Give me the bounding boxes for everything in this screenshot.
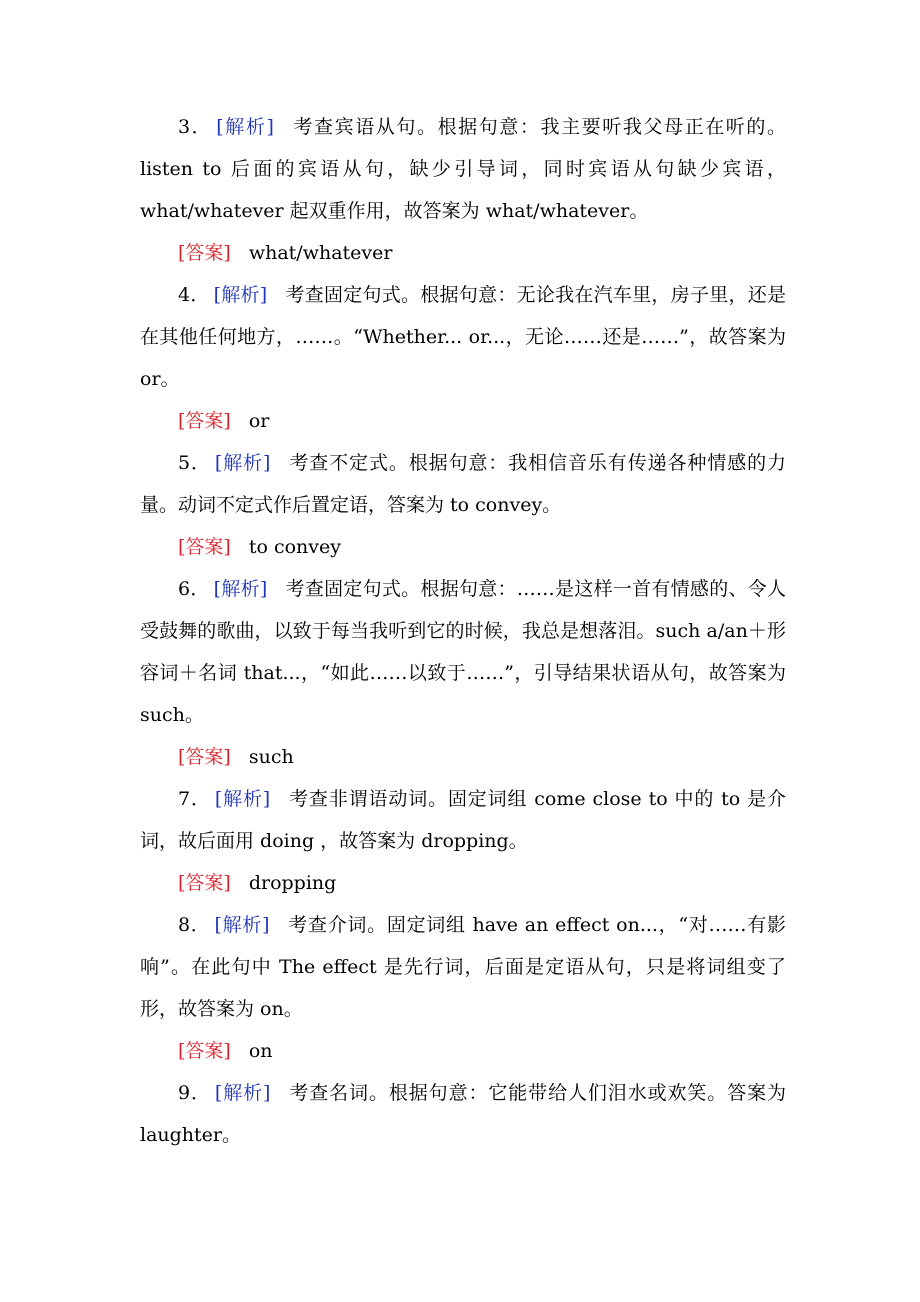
item-number: 6． bbox=[178, 578, 210, 600]
analysis-text: 考查不定式。根据句意：我相信音乐有传递各种情感的力量。动词不定式作后置定语，答案为 to convey。 bbox=[140, 452, 787, 516]
answer-text: or bbox=[248, 410, 270, 432]
answer-item-4 bbox=[140, 400, 786, 442]
answer-tag: [答案] bbox=[178, 872, 231, 894]
analysis-tag: [解析] bbox=[214, 1082, 271, 1104]
analysis-tag: [解析] bbox=[216, 116, 274, 138]
answer-item-3 bbox=[140, 232, 786, 274]
item-number: 9． bbox=[178, 1082, 211, 1104]
item-number: 4． bbox=[178, 284, 210, 306]
analysis-item-3 bbox=[140, 106, 786, 232]
analysis-text: 考查非谓语动词。固定词组 come close to 中的 to 是介词，故后面用 doing ，故答案为 dropping。 bbox=[140, 788, 786, 852]
analysis-tag: [解析] bbox=[214, 452, 271, 474]
answer-tag: [答案] bbox=[178, 242, 231, 264]
answer-text: on bbox=[248, 1040, 273, 1062]
answer-tag: [答案] bbox=[178, 410, 231, 432]
answer-item-8 bbox=[140, 1030, 786, 1072]
answer-item-7 bbox=[140, 862, 786, 904]
analysis-item-7 bbox=[140, 778, 786, 862]
analysis-tag: [解析] bbox=[213, 578, 268, 600]
analysis-text: 考查介词。固定词组 have an effect on...，“对……有影响”。在此句中 The effect 是先行词，后面是定语从句，只是将词组变了形，故答案为 on。 bbox=[140, 914, 786, 1020]
analysis-item-5 bbox=[140, 442, 786, 526]
answer-text: what/whatever bbox=[248, 242, 393, 264]
analysis-tag: [解析] bbox=[214, 788, 271, 810]
analysis-text: 考查宾语从句。根据句意：我主要听我父母正在听的。listen to 后面的宾语从句，缺少引导词，同时宾语从句缺少宾语，what/whatever 起双重作用，故答案为 what/whatever。 bbox=[140, 116, 786, 222]
analysis-item-8 bbox=[140, 904, 786, 1030]
item-number: 7． bbox=[178, 788, 211, 810]
analysis-item-4 bbox=[140, 274, 786, 400]
analysis-text: 考查固定句式。根据句意：无论我在汽车里，房子里，还是在其他任何地方，……。“Whether... or...，无论……还是……”，故答案为 or。 bbox=[140, 284, 786, 390]
answer-text: dropping bbox=[248, 872, 337, 894]
answer-item-6 bbox=[140, 736, 786, 778]
answer-text: to convey bbox=[248, 536, 341, 558]
answer-key-page bbox=[140, 106, 786, 1156]
answer-text: such bbox=[248, 746, 294, 768]
item-number: 8． bbox=[178, 914, 211, 936]
analysis-text: 考查名词。根据句意：它能带给人们泪水或欢笑。答案为 laughter。 bbox=[140, 1082, 787, 1146]
analysis-item-9 bbox=[140, 1072, 786, 1156]
analysis-tag: [解析] bbox=[213, 284, 268, 306]
answer-item-5 bbox=[140, 526, 786, 568]
answer-tag: [答案] bbox=[178, 1040, 231, 1062]
answer-tag: [答案] bbox=[178, 536, 231, 558]
analysis-text: 考查固定句式。根据句意：……是这样一首有情感的、令人受鼓舞的歌曲，以致于每当我听到它的时候，我总是想落泪。such a/an＋形容词＋名词 that...，“如此……以致于……”，引导结果状语从句，故答案为 such。 bbox=[140, 578, 787, 726]
item-number: 5． bbox=[178, 452, 211, 474]
answer-tag: [答案] bbox=[178, 746, 231, 768]
analysis-tag: [解析] bbox=[214, 914, 270, 936]
item-number: 3． bbox=[178, 116, 213, 138]
analysis-item-6 bbox=[140, 568, 786, 736]
